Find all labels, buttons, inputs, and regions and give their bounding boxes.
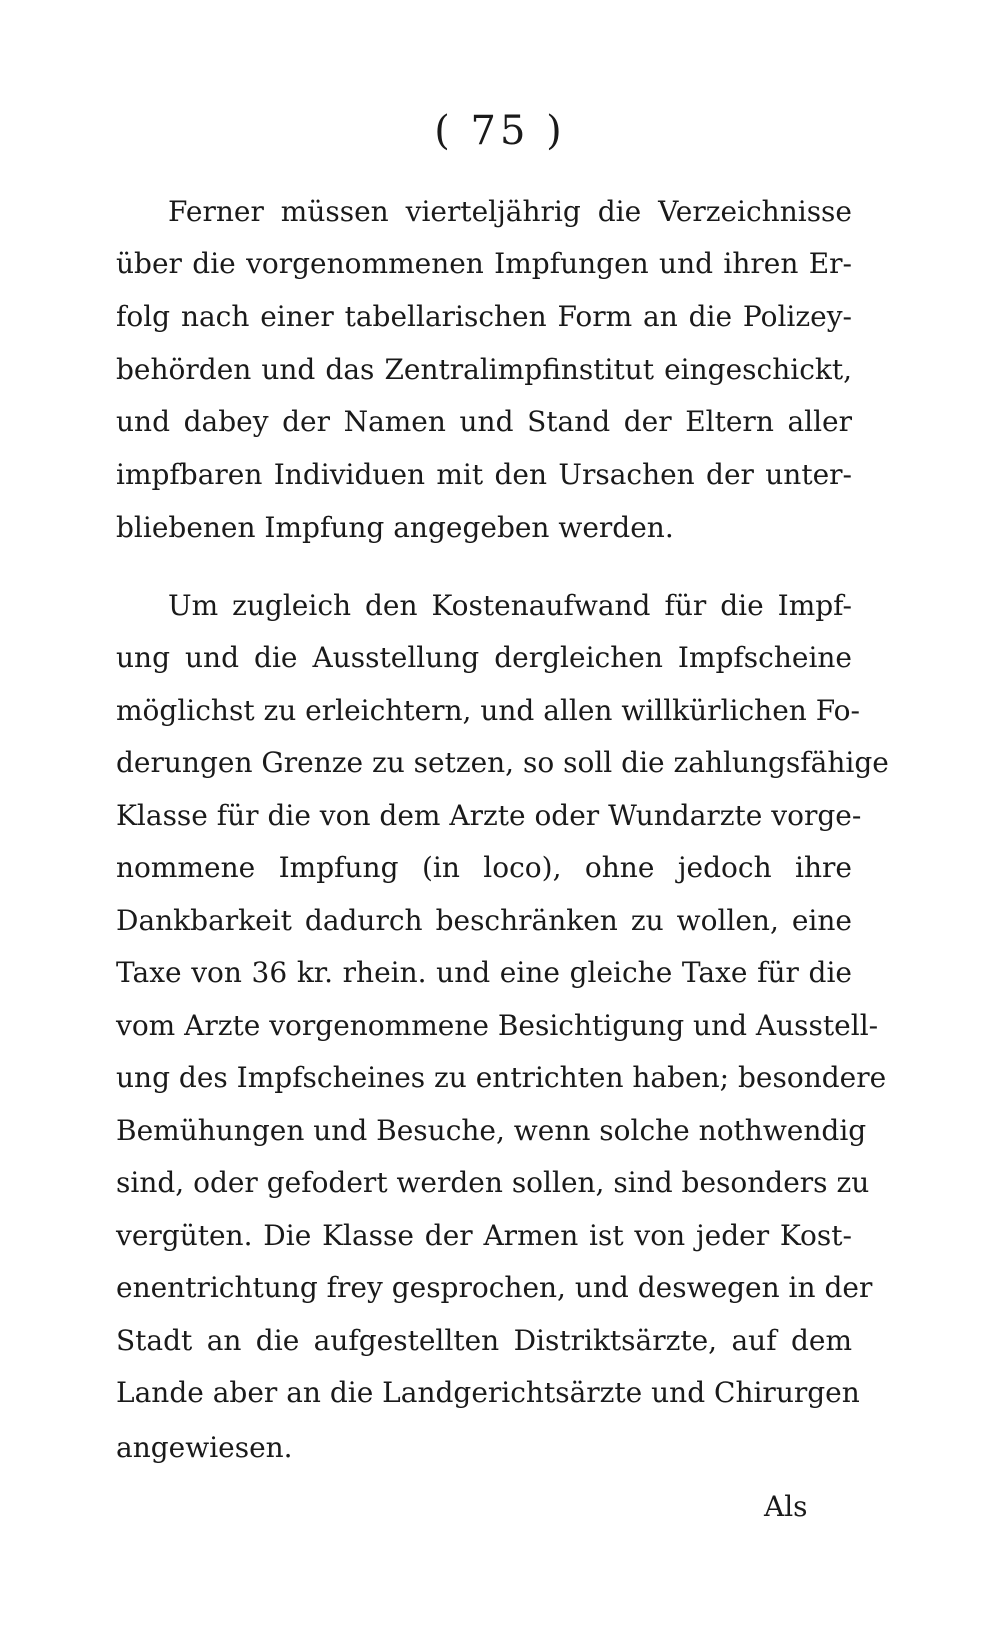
paragraph-2-line-8: Taxe von 36 kr. rhein. und eine gleiche Taxe für die	[116, 956, 852, 989]
paragraph-2-line-1: Um zugleich den Kostenaufwand für die Impf-	[168, 589, 852, 622]
paragraph-2-line-4: derungen Grenze zu setzen, so soll die zahlungsfähige	[116, 746, 889, 779]
paragraph-1-line-6: impfbaren Individuen mit den Ursachen der unter-	[116, 458, 852, 491]
paragraph-1-line-5: und dabey der Namen und Stand der Eltern aller	[116, 405, 852, 438]
paragraph-2-line-13: vergüten. Die Klasse der Armen ist von jeder Kost-	[116, 1219, 852, 1252]
paragraph-2-line-17: angewiesen.	[116, 1431, 293, 1464]
paragraph-2-line-15: Stadt an die aufgestellten Distriktsärzte, auf dem	[116, 1324, 852, 1357]
paragraph-2-line-9: vom Arzte vorgenommene Besichtigung und Ausstell-	[116, 1009, 879, 1042]
paragraph-1-line-2: über die vorgenommenen Impfungen und ihren Er-	[116, 247, 852, 280]
page-number: ( 75 )	[434, 108, 566, 154]
paragraph-1-line-7: bliebenen Impfung angegeben werden.	[116, 511, 674, 544]
paragraph-1-line-1: Ferner müssen vierteljährig die Verzeichnisse	[168, 195, 852, 228]
paragraph-2-line-16: Lande aber an die Landgerichtsärzte und Chirurgen	[116, 1376, 860, 1409]
paragraph-2-line-11: Bemühungen und Besuche, wenn solche nothwendig	[116, 1114, 867, 1147]
paragraph-2-line-6: nommene Impfung (in loco), ohne jedoch ihre	[116, 851, 852, 884]
catchword: Als	[764, 1490, 808, 1523]
paragraph-2-line-7: Dankbarkeit dadurch beschränken zu wollen, eine	[116, 904, 852, 937]
paragraph-1-line-3: folg nach einer tabellarischen Form an die Polizey-	[116, 300, 852, 333]
paragraph-2-line-2: ung und die Ausstellung dergleichen Impfscheine	[116, 641, 852, 674]
paragraph-2-line-14: enentrichtung frey gesprochen, und deswegen in der	[116, 1271, 873, 1304]
paragraph-1-line-4: behörden und das Zentralimpfinstitut eingeschickt,	[116, 353, 852, 386]
paragraph-2-line-12: sind, oder gefodert werden sollen, sind besonders zu	[116, 1166, 870, 1199]
paragraph-2-line-10: ung des Impfscheines zu entrichten haben; besondere	[116, 1061, 887, 1094]
paragraph-2-line-5: Klasse für die von dem Arzte oder Wundarzte vorge-	[116, 799, 862, 832]
paragraph-2-line-3: möglichst zu erleichtern, und allen willkürlichen Fo-	[116, 694, 860, 727]
